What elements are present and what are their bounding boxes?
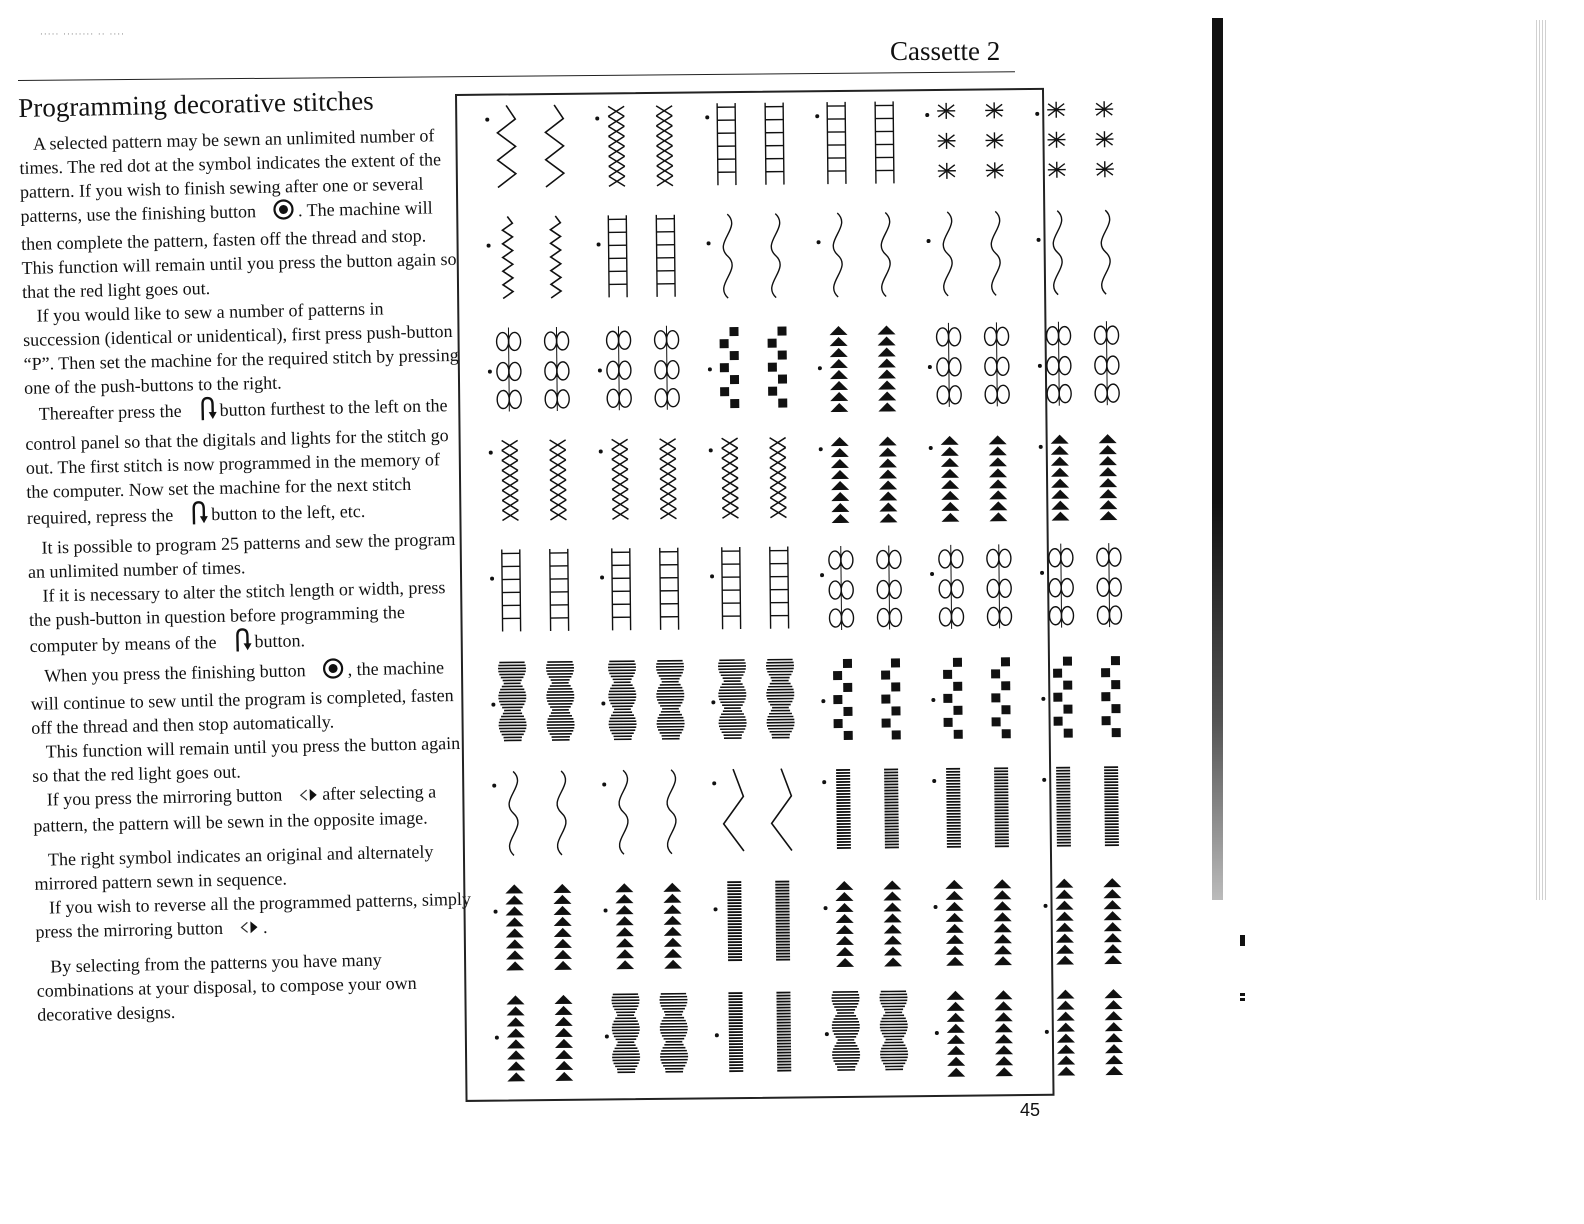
stitch-pattern-symbol [531,99,578,193]
stitch-pattern-symbol [1040,759,1087,853]
stitch-pattern-symbol [703,97,750,191]
paragraph [30,654,471,739]
stitch-pattern-grid [465,90,1040,1096]
paragraph: If you would like to sew a number of patterns in succession (identical or unidentical), first press push-button “P”. Then set the machine for the required stitch by pressing one of the push-buttons to the right. [22,298,459,398]
stitch-pattern-symbol [818,540,865,634]
text-span: , the machine will continue to sew until the program is completed, fasten off the thread and then stop automatically. [30,657,454,738]
stitch-pattern-symbol [975,427,1022,521]
stitch-pattern-symbol [863,317,910,411]
stitch-pattern-symbol [709,652,756,746]
stitch-pattern-symbol [927,428,974,522]
text-span: If you wish to reverse all the programmed patterns, simply press the mirroring button [35,888,472,942]
stitch-pattern-symbol [492,987,539,1081]
text-span: button to the left, etc. [211,500,366,524]
stitch-pattern-symbol [865,428,912,522]
stitch-pattern-symbol [536,543,583,637]
text-span: . [262,916,268,937]
stitch-pattern-symbol [866,539,913,633]
scan-artifact: ····· ········ ·· ···· [40,30,125,40]
stitch-pattern-symbol [487,432,534,526]
paragraph [33,778,474,837]
stitch-pattern-symbol [597,431,644,525]
stitch-pattern-symbol [870,983,917,1077]
stitch-pattern-symbol [924,206,971,300]
stitch-pattern-symbol [973,316,1020,410]
mirroring-button-icon [285,783,319,808]
stitch-pattern-symbol [539,876,586,970]
text-span: If it is necessary to alter the stitch length or width, press the push-button in question before programming the computer by means of the [28,576,446,656]
stitch-pattern-symbol [980,982,1027,1076]
stitch-pattern-symbol [760,984,807,1078]
page-header-title: Cassette 2 [890,36,1001,66]
stitch-pattern-symbol [537,654,584,748]
stitch-pattern-symbol [932,983,979,1077]
stitch-pattern-symbol [755,429,802,523]
stitch-pattern-symbol [978,760,1025,854]
stitch-pattern-symbol [538,765,585,859]
stitch-pattern-symbol [601,875,648,969]
stitch-pattern-symbol [705,319,752,413]
stitch-pattern-symbol [641,98,688,192]
paragraph: It is possible to program 25 patterns and sew the program an unlimited number of times. [27,528,456,582]
stitch-pattern-symbol [1086,537,1133,631]
stitch-pattern-symbol [822,984,869,1078]
stitch-pattern-symbol [923,95,970,189]
stitch-pattern-symbol [1085,426,1132,520]
stitch-pattern-symbol [931,872,978,966]
stitch-pattern-symbol [757,651,804,745]
stitch-pattern-symbol [708,541,755,635]
stitch-pattern-symbol [1033,93,1080,187]
stitch-pattern-symbol [1081,93,1128,187]
stitch-pattern-symbol [817,429,864,523]
stitch-pattern-symbol [599,653,646,747]
stitch-pattern-symbol [643,320,690,414]
stitch-pattern-symbol [1037,426,1084,520]
stitch-pattern-symbol [594,209,641,303]
stitch-pattern-symbol [1035,315,1082,409]
stitch-pattern-symbol [540,987,587,1081]
stitch-pattern-symbol [1042,981,1089,1075]
stitch-pattern-symbol [645,431,692,525]
stitch-pattern-symbol [707,430,754,524]
stitch-pattern-symbol [650,986,697,1080]
stitch-pattern-symbol [1087,648,1134,742]
binding-shadow [1212,18,1223,900]
paragraph: This function will remain until you press the button again so that the red light goes out. [32,732,461,786]
stitch-pattern-symbol [759,873,806,967]
stitch-pattern-symbol [642,209,689,303]
stitch-pattern-symbol [867,650,914,744]
stitch-pattern-symbol [869,872,916,966]
stitch-pattern-symbol [979,871,1026,965]
text-span: after selecting a pattern, the pattern will be sewn in the opposite image. [33,781,437,836]
paragraph: The right symbol indicates an original and alternately mirrored pattern sewn in sequence. [34,841,434,894]
stitch-pattern-symbol [752,207,799,301]
stitch-pattern-symbol [712,985,759,1079]
stitch-pattern-chart [455,88,1055,1102]
stitch-pattern-symbol [1041,870,1088,964]
finishing-button-icon [259,198,296,227]
stitch-pattern-symbol [649,875,696,969]
page-number: 45 [1020,1100,1041,1120]
stitch-pattern-symbol [925,317,972,411]
stitch-pattern-symbol [1034,204,1081,298]
text-span: A selected pattern may be sewn an unlimited number of times. The red dot at the symbol indicates the extent of the pattern. If you wish to finish sewing after one or several patterns, use the finishing button [19,124,442,226]
stitch-pattern-symbol [751,96,798,190]
stitch-pattern-symbol [602,986,649,1080]
stitch-pattern-symbol [646,542,693,636]
stitch-pattern-symbol [532,210,579,304]
stitch-pattern-symbol [1083,315,1130,409]
stitch-pattern-symbol [813,96,860,190]
stitch-pattern-symbol [1089,870,1136,964]
stitch-pattern-symbol [491,876,538,970]
text-span: Thereafter press the [38,400,182,424]
stitch-pattern-symbol [972,205,1019,299]
stitch-pattern-symbol [1038,537,1085,631]
text-span: button. [254,629,306,651]
stitch-pattern-symbol [595,320,642,414]
stitch-pattern-symbol [1088,759,1135,853]
stitch-pattern-symbol [647,653,694,747]
stitch-pattern-symbol [971,94,1018,188]
stitch-pattern-symbol [753,318,800,412]
text-span: button furthest to the left on the control panel so that the digitals and lights for the stitch go out. The first stitch is now programmed in the memory of the computer. Now set the machine for the next stitch required, repress the [25,394,449,528]
paragraph: By selecting from the patterns you have many combinations at your disposal, to compose your own decorative designs. [36,950,417,1026]
page-title: Programming decorative stitches [17,85,374,123]
stitch-pattern-symbol [593,98,640,192]
stitch-pattern-symbol [1039,648,1086,742]
stitch-pattern-symbol [711,874,758,968]
stitch-pattern-symbol [488,543,535,637]
page-edge-shadow [1536,20,1548,900]
stitch-pattern-symbol [535,432,582,526]
stitch-pattern-symbol [820,762,867,856]
paragraph [35,886,476,945]
text-span: . The machine will then complete the pattern, fasten off the thread and stop. This function will remain until you press the button again so that the red light goes out. [20,197,457,302]
stitch-pattern-symbol [928,539,975,633]
stitch-pattern-symbol [758,762,805,856]
stitch-pattern-symbol [977,649,1024,743]
stitch-pattern-symbol [710,763,757,857]
program-arrow-icon [219,627,252,660]
stitch-pattern-symbol [1090,981,1137,1075]
paragraph [28,574,470,663]
stitch-pattern-symbol [648,764,695,858]
stitch-pattern-symbol [490,765,537,859]
program-arrow-icon [176,500,209,533]
stitch-pattern-symbol [815,318,862,412]
stitch-pattern-symbol [930,761,977,855]
stitch-pattern-symbol [929,650,976,744]
stitch-pattern-symbol [868,761,915,855]
finishing-button-icon [308,657,345,686]
program-arrow-icon [184,396,217,429]
stitch-pattern-symbol [489,654,536,748]
stitch-pattern-symbol [862,206,909,300]
stitch-pattern-symbol [704,208,751,302]
stitch-pattern-symbol [483,99,530,193]
stitch-pattern-symbol [756,540,803,634]
body-text [19,122,478,1027]
stitch-pattern-symbol [821,873,868,967]
scan-mark [1240,935,1245,946]
stitch-pattern-symbol [814,207,861,301]
stitch-pattern-symbol [484,210,531,304]
text-span: When you press the finishing button [43,659,306,686]
paragraph [24,390,467,535]
stitch-pattern-symbol [1082,204,1129,298]
stitch-pattern-symbol [819,651,866,745]
text-span: If you press the mirroring button [46,784,283,810]
text-column [18,85,477,1027]
stitch-pattern-symbol [976,538,1023,632]
scan-mark [1240,993,1245,996]
stitch-pattern-symbol [861,95,908,189]
header-rule [18,71,1015,81]
mirroring-button-icon [226,917,260,942]
stitch-pattern-symbol [533,321,580,415]
stitch-pattern-symbol [598,542,645,636]
stitch-pattern-symbol [485,321,532,415]
paragraph [19,122,463,303]
stitch-pattern-symbol [600,764,647,858]
